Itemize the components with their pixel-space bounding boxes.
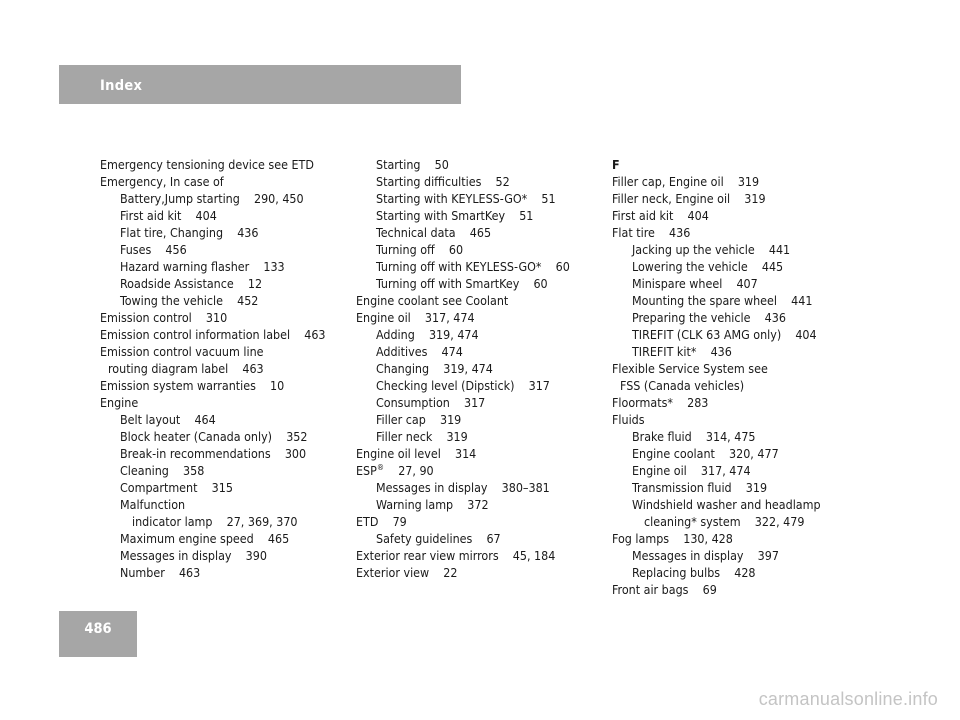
index-entry — [356, 496, 570, 513]
index-entry-text: Front air bags 69 — [612, 582, 717, 597]
index-entry-text: Roadside Assistance 12 — [120, 276, 263, 291]
index-entry — [100, 547, 326, 564]
index-entry-text: Minispare wheel 407 — [632, 276, 758, 291]
index-entry-text: Hazard warning flasher 133 — [120, 259, 285, 274]
index-entry-text: Emergency, In case of — [100, 174, 224, 189]
index-entry-text: Filler cap 319 — [376, 412, 462, 427]
index-entry — [612, 258, 821, 275]
index-entry — [612, 173, 821, 190]
index-entry-text: Consumption 317 — [376, 395, 486, 410]
index-entry-text: Mounting the spare wheel 441 — [632, 293, 813, 308]
index-entry — [612, 309, 821, 326]
index-entry-text: Starting difficulties 52 — [376, 174, 510, 189]
index-entry — [100, 445, 326, 462]
index-entry-text: Brake fluid 314, 475 — [632, 429, 756, 444]
index-entry — [100, 343, 326, 360]
index-entry-text: Replacing bulbs 428 — [632, 565, 756, 580]
index-entry — [100, 513, 326, 530]
index-entry — [356, 462, 570, 479]
index-entry-text: Emission control vacuum line — [100, 344, 264, 359]
index-entry-text: Flexible Service System see — [612, 361, 768, 376]
index-entry-text: ETD 79 — [356, 514, 407, 529]
index-entry-text: Battery,Jump starting 290, 450 — [120, 191, 304, 206]
index-entry — [100, 462, 326, 479]
index-entry — [100, 564, 326, 581]
index-entry-text: Emission system warranties 10 — [100, 378, 285, 393]
index-entry-text: routing diagram label 463 — [108, 361, 264, 376]
index-entry-text: Engine oil level 314 — [356, 446, 477, 461]
index-entry-pages: 27, 90 — [384, 463, 434, 478]
index-entry — [100, 394, 326, 411]
index-column-1 — [100, 156, 326, 581]
index-entry-text: Starting with SmartKey 51 — [376, 208, 534, 223]
index-entry-text: Towing the vehicle 452 — [120, 293, 259, 308]
index-entry — [612, 581, 821, 598]
index-entry — [356, 258, 570, 275]
index-entry — [356, 190, 570, 207]
index-entry-text: Malfunction — [120, 497, 186, 512]
index-entry-text: Messages in display 380–381 — [376, 480, 550, 495]
header-bar — [59, 65, 461, 104]
index-entry — [612, 513, 821, 530]
index-entry — [356, 479, 570, 496]
index-entry-text: Warning lamp 372 — [376, 497, 489, 512]
index-entry-text: Emission control information label 463 — [100, 327, 326, 342]
index-entry — [100, 530, 326, 547]
index-entry — [612, 547, 821, 564]
index-column-3 — [612, 156, 821, 598]
index-entry-text: Belt layout 464 — [120, 412, 216, 427]
index-entry — [356, 530, 570, 547]
index-entry-text: F — [612, 157, 620, 172]
index-entry-text: Exterior rear view mirrors 45, 184 — [356, 548, 556, 563]
index-entry-text: Fog lamps 130, 428 — [612, 531, 733, 546]
index-entry — [612, 275, 821, 292]
index-entry — [100, 360, 326, 377]
index-entry — [612, 462, 821, 479]
index-entry — [100, 190, 326, 207]
page-number-box — [59, 611, 137, 657]
index-entry-text: Engine coolant 320, 477 — [632, 446, 779, 461]
index-entry-text: Cleaning 358 — [120, 463, 205, 478]
index-entry — [356, 292, 570, 309]
index-entry-text: Engine oil 317, 474 — [632, 463, 751, 478]
index-entry-text: Compartment 315 — [120, 480, 233, 495]
index-entry — [612, 224, 821, 241]
index-letter-heading — [612, 156, 821, 173]
index-entry-text: Flat tire, Changing 436 — [120, 225, 259, 240]
index-entry — [356, 326, 570, 343]
index-entry — [356, 309, 570, 326]
index-entry-text: Additives 474 — [376, 344, 463, 359]
index-entry-text: Fuses 456 — [120, 242, 187, 257]
index-entry-text: ESP — [356, 463, 377, 478]
index-entry — [612, 411, 821, 428]
watermark: carmanualsonline.info — [758, 689, 938, 709]
index-entry — [612, 326, 821, 343]
index-entry-text: Safety guidelines 67 — [376, 531, 501, 546]
index-entry — [100, 241, 326, 258]
registered-mark: ® — [376, 463, 385, 472]
index-entry — [356, 547, 570, 564]
index-entry — [100, 326, 326, 343]
index-entry-text: Block heater (Canada only) 352 — [120, 429, 308, 444]
index-entry — [100, 309, 326, 326]
index-entry — [356, 343, 570, 360]
index-entry-text: Fluids — [612, 412, 645, 427]
index-entry — [100, 173, 326, 190]
index-entry — [612, 292, 821, 309]
index-entry-text: Starting 50 — [376, 157, 449, 172]
index-entry — [612, 190, 821, 207]
index-entry-text: Emergency tensioning device see ETD — [100, 157, 314, 172]
index-entry-text: Lowering the vehicle 445 — [632, 259, 784, 274]
page-number: 486 — [84, 621, 112, 637]
index-entry-text: Messages in display 397 — [632, 548, 779, 563]
index-entry-text: Technical data 465 — [376, 225, 492, 240]
index-entry — [100, 292, 326, 309]
index-entry-text: FSS (Canada vehicles) — [620, 378, 745, 393]
index-entry-text: Engine oil 317, 474 — [356, 310, 475, 325]
index-entry-text: Windshield washer and headlamp — [632, 497, 821, 512]
page-title: Index — [100, 78, 143, 94]
index-entry-text: Turning off with KEYLESS-GO* 60 — [376, 259, 570, 274]
index-column-2 — [356, 156, 570, 581]
index-entry-text: Exterior view 22 — [356, 565, 458, 580]
index-entry-text: Emission control 310 — [100, 310, 228, 325]
index-entry — [612, 428, 821, 445]
index-entry — [100, 207, 326, 224]
index-entry-text: Jacking up the vehicle 441 — [632, 242, 791, 257]
index-entry-text: Changing 319, 474 — [376, 361, 493, 376]
index-entry-text: Preparing the vehicle 436 — [632, 310, 786, 325]
index-entry-text: Messages in display 390 — [120, 548, 267, 563]
index-entry-text: Filler cap, Engine oil 319 — [612, 174, 760, 189]
index-entry-text: Starting with KEYLESS-GO* 51 — [376, 191, 556, 206]
index-entry — [612, 377, 821, 394]
index-entry — [612, 343, 821, 360]
index-entry — [612, 564, 821, 581]
index-entry — [100, 411, 326, 428]
index-entry-text: Break-in recommendations 300 — [120, 446, 307, 461]
index-entry — [612, 445, 821, 462]
index-entry — [612, 530, 821, 547]
index-entry — [100, 156, 326, 173]
index-entry — [356, 377, 570, 394]
index-entry — [356, 224, 570, 241]
index-entry-text: Transmission fluid 319 — [632, 480, 768, 495]
index-entry — [356, 360, 570, 377]
index-entry — [100, 479, 326, 496]
index-entry — [100, 224, 326, 241]
index-entry — [100, 258, 326, 275]
index-entry-text: Checking level (Dipstick) 317 — [376, 378, 550, 393]
index-entry-text: Filler neck, Engine oil 319 — [612, 191, 766, 206]
index-entry-text: TIREFIT kit* 436 — [632, 344, 732, 359]
index-entry — [356, 513, 570, 530]
index-entry — [100, 496, 326, 513]
index-entry — [612, 496, 821, 513]
index-entry-text: cleaning* system 322, 479 — [644, 514, 805, 529]
index-entry-text: Maximum engine speed 465 — [120, 531, 290, 546]
index-entry-text: First aid kit 404 — [120, 208, 217, 223]
index-entry — [356, 428, 570, 445]
index-entry-text: TIREFIT (CLK 63 AMG only) 404 — [632, 327, 817, 342]
index-entry — [356, 564, 570, 581]
index-entry — [100, 428, 326, 445]
index-entry — [356, 411, 570, 428]
index-entry-text: Filler neck 319 — [376, 429, 468, 444]
index-entry — [356, 241, 570, 258]
index-entry-text: First aid kit 404 — [612, 208, 709, 223]
index-entry — [612, 241, 821, 258]
index-entry-text: Number 463 — [120, 565, 201, 580]
index-entry — [356, 445, 570, 462]
index-entry-text: Flat tire 436 — [612, 225, 691, 240]
index-entry — [356, 156, 570, 173]
index-entry — [612, 360, 821, 377]
index-entry-text: Floormats* 283 — [612, 395, 709, 410]
index-entry-text: Turning off with SmartKey 60 — [376, 276, 548, 291]
index-entry-text: Turning off 60 — [376, 242, 464, 257]
index-entry-text: indicator lamp 27, 369, 370 — [132, 514, 298, 529]
index-entry-text: Adding 319, 474 — [376, 327, 479, 342]
index-entry — [356, 173, 570, 190]
index-entry-text: Engine coolant see Coolant — [356, 293, 509, 308]
index-entry — [100, 275, 326, 292]
index-entry-text: Engine — [100, 395, 139, 410]
index-entry — [356, 275, 570, 292]
index-entry — [612, 479, 821, 496]
index-entry — [100, 377, 326, 394]
index-entry — [356, 394, 570, 411]
index-entry — [612, 394, 821, 411]
index-entry — [356, 207, 570, 224]
index-entry — [612, 207, 821, 224]
